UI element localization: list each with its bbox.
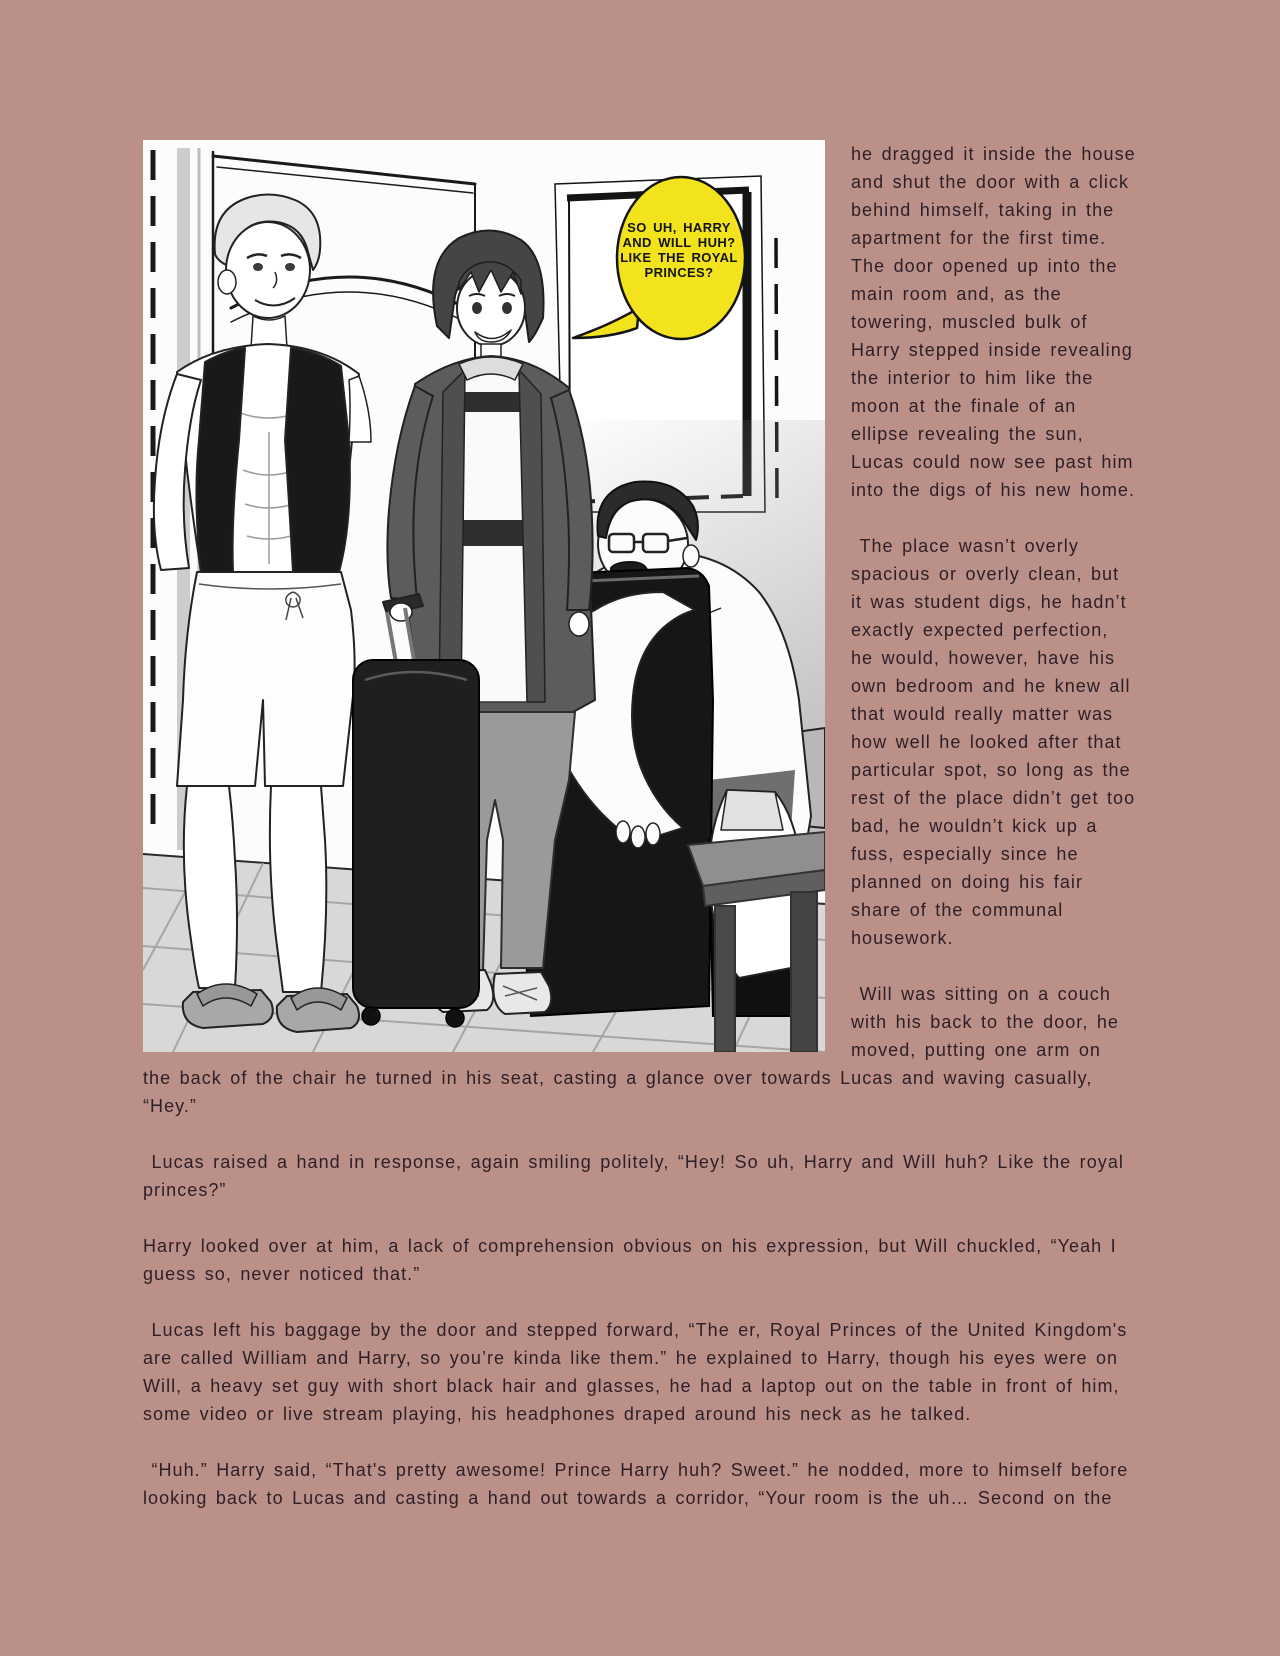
speech-bubble-line: SO UH, HARRY [627, 220, 731, 235]
story-content [143, 140, 1145, 1540]
story-paragraph-4: Lucas raised a hand in response, again smiling politely, “Hey! So uh, Harry and Will huh? Like the royal princes?” [143, 1152, 1133, 1200]
harry-vest [285, 348, 350, 572]
story-paragraph-2: The place wasn’t overly spacious or overly clean, but it was student digs, he hadn’t exactly expected perfection, he would, however, have his own bedroom and he knew all that would really matter was how well he looked after that particular spot, so long as the rest of the place didn’t get too bad, he wouldn’t kick up a fuss, especially since he planned on doing his fair share of the communal housework. [851, 536, 1144, 948]
story-paragraph-5: Harry looked over at him, a lack of comprehension obvious on his expression, but Will chuckled, “Yeah I guess so, never noticed that.” [143, 1236, 1126, 1284]
story-paragraph-7: “Huh.” Harry said, “That's pretty awesome! Prince Harry huh? Sweet.” he nodded, more to himself before looking back to Lucas and casting a hand out towards a corridor, “Your room is the uh… Second on the [143, 1460, 1137, 1508]
story-paragraph-3: Will was sitting on a couch with his back to the door, he moved, putting one arm on the back of the chair he turned in his seat, casting a glance over towards Lucas and waving casually, “Hey.” [143, 984, 1128, 1116]
comic-illustration [143, 140, 825, 1052]
suitcase [353, 608, 479, 1027]
story-paragraph-1: he dragged it inside the house and shut the door with a click behind himself, taking in the apartment for the first time. The door opened up into the main room and, as the towering, muscled bulk of Harry stepped inside revealing the interior to him like the moon at the finale of an ellipse revealing the sun, Lucas could now see past him into the digs of his new home. [851, 144, 1145, 500]
speech-bubble-line: AND WILL HUH? [622, 235, 736, 250]
harry-shorts [177, 572, 355, 786]
comic-artwork [143, 140, 825, 1052]
speech-bubble-line: LIKE THE ROYAL [620, 250, 738, 265]
speech-bubble-line: PRINCES? [644, 265, 714, 280]
story-paragraph-6: Lucas left his baggage by the door and stepped forward, “The er, Royal Princes of the United Kingdom's are called William and Harry, so you’re kinda like them.” he explained to Harry, though his eyes were on Will, a heavy set guy with short black hair and glasses, he had a laptop out on the table in front of him, some video or live stream playing, his headphones draped around his neck as he talked. [143, 1320, 1136, 1424]
